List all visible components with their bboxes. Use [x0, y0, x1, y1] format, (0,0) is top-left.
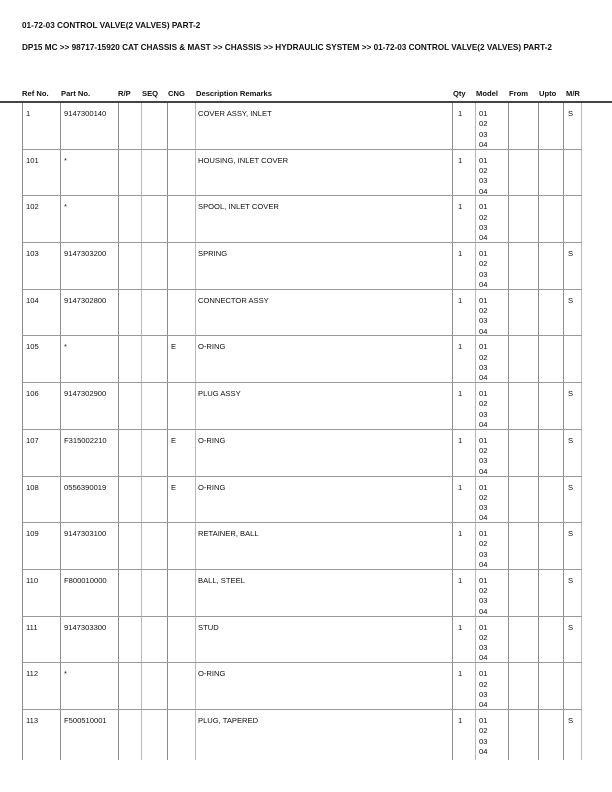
model-code: 02 [479, 399, 488, 409]
mr: S [568, 482, 574, 492]
table-row [22, 570, 582, 617]
table-row [22, 196, 582, 243]
model-code: 03 [479, 222, 488, 232]
model-code: 04 [479, 653, 488, 663]
model-list [479, 576, 487, 617]
model-code: 01 [479, 482, 488, 492]
model-code: 04 [479, 560, 488, 570]
qty: 1 [458, 389, 463, 399]
model-list [479, 389, 487, 430]
breadcrumb: DP15 MC >> 98717-15920 CAT CHASSIS & MAST >> CHASSIS >> HYDRAULIC SYSTEM >> 01-72-03 CONTROL VALVE(2 VALVES) PART-2 [22, 43, 552, 52]
qty: 1 [458, 669, 463, 679]
model-code: 03 [479, 316, 488, 326]
part-no: * [64, 155, 67, 165]
table-row [22, 523, 582, 570]
col-ref-no: Ref No. [22, 89, 49, 98]
model-code: 02 [479, 212, 488, 222]
description: RETAINER, BALL [198, 529, 259, 539]
model-list [479, 669, 487, 710]
model-code: 03 [479, 363, 488, 373]
model-code: 03 [479, 596, 488, 606]
qty: 1 [458, 575, 463, 585]
model-code: 03 [479, 689, 488, 699]
table-row [22, 103, 582, 150]
model-code: 01 [479, 342, 488, 352]
description: O-RING [198, 669, 226, 679]
model-code: 03 [479, 643, 488, 653]
model-code: 03 [479, 129, 488, 139]
model-code: 01 [479, 389, 488, 399]
ref-no: 1 [26, 109, 31, 118]
model-code: 02 [479, 586, 488, 596]
model-list [479, 156, 487, 197]
mr: S [568, 575, 574, 585]
ref-no: 102 [26, 202, 39, 212]
model-code: 03 [479, 549, 488, 559]
model-code: 01 [479, 155, 488, 165]
description: HOUSING, INLET COVER [198, 155, 289, 165]
mr: S [568, 529, 574, 539]
model-code: 03 [479, 409, 488, 419]
model-list [479, 529, 487, 570]
model-code: 01 [479, 249, 488, 259]
qty: 1 [458, 155, 463, 165]
ref-no: 106 [26, 389, 39, 399]
mr: S [568, 109, 574, 118]
table-row [22, 290, 582, 337]
mr: S [568, 715, 574, 725]
ref-no: 108 [26, 482, 39, 492]
model-code: 01 [479, 295, 488, 305]
qty: 1 [458, 435, 463, 445]
part-no: * [64, 669, 67, 679]
col-description: Description Remarks [196, 89, 272, 98]
part-no: 9147303100 [64, 529, 107, 539]
model-list [479, 202, 487, 243]
mr: S [568, 389, 574, 399]
model-code: 04 [479, 420, 488, 430]
description: SPOOL, INLET COVER [198, 202, 279, 212]
qty: 1 [458, 109, 463, 118]
model-list [479, 249, 487, 290]
part-no: F800010000 [64, 575, 107, 585]
col-from: From [509, 89, 528, 98]
description: CONNECTOR ASSY [198, 295, 269, 305]
qty: 1 [458, 715, 463, 725]
qty: 1 [458, 295, 463, 305]
ref-no: 105 [26, 342, 39, 352]
qty: 1 [458, 202, 463, 212]
description: SPRING [198, 249, 228, 259]
col-mr: M/R [566, 89, 580, 98]
model-code: 01 [479, 575, 488, 585]
part-no: 9147302800 [64, 295, 107, 305]
table-row [22, 710, 582, 760]
model-code: 03 [479, 456, 488, 466]
mr: S [568, 295, 574, 305]
model-list [479, 342, 487, 383]
description: PLUG ASSY [198, 389, 241, 399]
model-code: 04 [479, 746, 488, 756]
model-code: 02 [479, 492, 488, 502]
col-part-no: Part No. [61, 89, 91, 98]
model-code: 04 [479, 513, 488, 523]
qty: 1 [458, 249, 463, 259]
model-code: 02 [479, 726, 488, 736]
model-code: 04 [479, 186, 488, 196]
model-code: 01 [479, 622, 488, 632]
model-code: 02 [479, 119, 488, 129]
ref-no: 111 [26, 622, 38, 632]
mr: S [568, 249, 574, 259]
table-row [22, 383, 582, 430]
col-model: Model [476, 89, 498, 98]
ref-no: 101 [26, 155, 39, 165]
description: COVER ASSY, INLET [198, 109, 272, 118]
model-code: 04 [479, 139, 488, 149]
page-title: 01-72-03 CONTROL VALVE(2 VALVES) PART-2 [22, 21, 201, 30]
ref-no: 109 [26, 529, 39, 539]
model-list [479, 436, 487, 477]
model-code: 04 [479, 606, 488, 616]
part-no: 9147302900 [64, 389, 107, 399]
cng: E [171, 482, 177, 492]
model-code: 04 [479, 279, 488, 289]
part-no: 9147303200 [64, 249, 107, 259]
part-no: 9147303300 [64, 622, 107, 632]
model-code: 01 [479, 715, 488, 725]
model-list [479, 623, 487, 664]
qty: 1 [458, 482, 463, 492]
description: O-RING [198, 342, 226, 352]
col-upto: Upto [539, 89, 557, 98]
part-no: * [64, 342, 67, 352]
model-code: 04 [479, 373, 488, 383]
model-code: 02 [479, 306, 488, 316]
model-code: 01 [479, 435, 488, 445]
col-qty: Qty [453, 89, 466, 98]
model-code: 04 [479, 233, 488, 243]
description: O-RING [198, 482, 226, 492]
ref-no: 110 [26, 575, 39, 585]
model-code: 02 [479, 632, 488, 642]
model-code: 03 [479, 269, 488, 279]
mr: S [568, 435, 574, 445]
model-code: 02 [479, 679, 488, 689]
model-code: 01 [479, 529, 488, 539]
model-code: 03 [479, 176, 488, 186]
model-code: 02 [479, 259, 488, 269]
model-code: 02 [479, 539, 488, 549]
cng: E [171, 342, 177, 352]
ref-no: 107 [26, 435, 39, 445]
model-code: 01 [479, 202, 488, 212]
description: PLUG, TAPERED [198, 715, 259, 725]
model-list [479, 483, 487, 524]
cng: E [171, 435, 177, 445]
model-code: 04 [479, 326, 488, 336]
description: O-RING [198, 435, 226, 445]
qty: 1 [458, 529, 463, 539]
model-code: 03 [479, 503, 488, 513]
mr: S [568, 622, 574, 632]
model-code: 02 [479, 165, 488, 175]
model-code: 01 [479, 669, 488, 679]
part-no: F500510001 [64, 715, 107, 725]
part-no: * [64, 202, 67, 212]
table-row [22, 617, 582, 664]
model-code: 04 [479, 466, 488, 476]
model-list [479, 109, 487, 150]
table-row [22, 150, 582, 197]
model-list [479, 296, 487, 337]
table-row [22, 663, 582, 710]
description: BALL, STEEL [198, 575, 245, 585]
model-code: 02 [479, 446, 488, 456]
parts-table [22, 103, 582, 760]
ref-no: 113 [26, 715, 39, 725]
description: STUD [198, 622, 219, 632]
model-list [479, 716, 487, 757]
table-row [22, 477, 582, 524]
qty: 1 [458, 342, 463, 352]
table-row [22, 243, 582, 290]
part-no: 9147300140 [64, 109, 107, 118]
ref-no: 104 [26, 295, 39, 305]
col-rp: R/P [118, 89, 131, 98]
part-no: 0556390019 [64, 482, 107, 492]
ref-no: 112 [26, 669, 39, 679]
model-code: 04 [479, 700, 488, 710]
qty: 1 [458, 622, 463, 632]
model-code: 01 [479, 109, 488, 118]
model-code: 02 [479, 352, 488, 362]
part-no: F315002210 [64, 435, 107, 445]
col-cng: CNG [168, 89, 185, 98]
col-seq: SEQ [142, 89, 159, 98]
table-row [22, 336, 582, 383]
ref-no: 103 [26, 249, 39, 259]
model-code: 03 [479, 736, 488, 746]
table-row [22, 430, 582, 477]
